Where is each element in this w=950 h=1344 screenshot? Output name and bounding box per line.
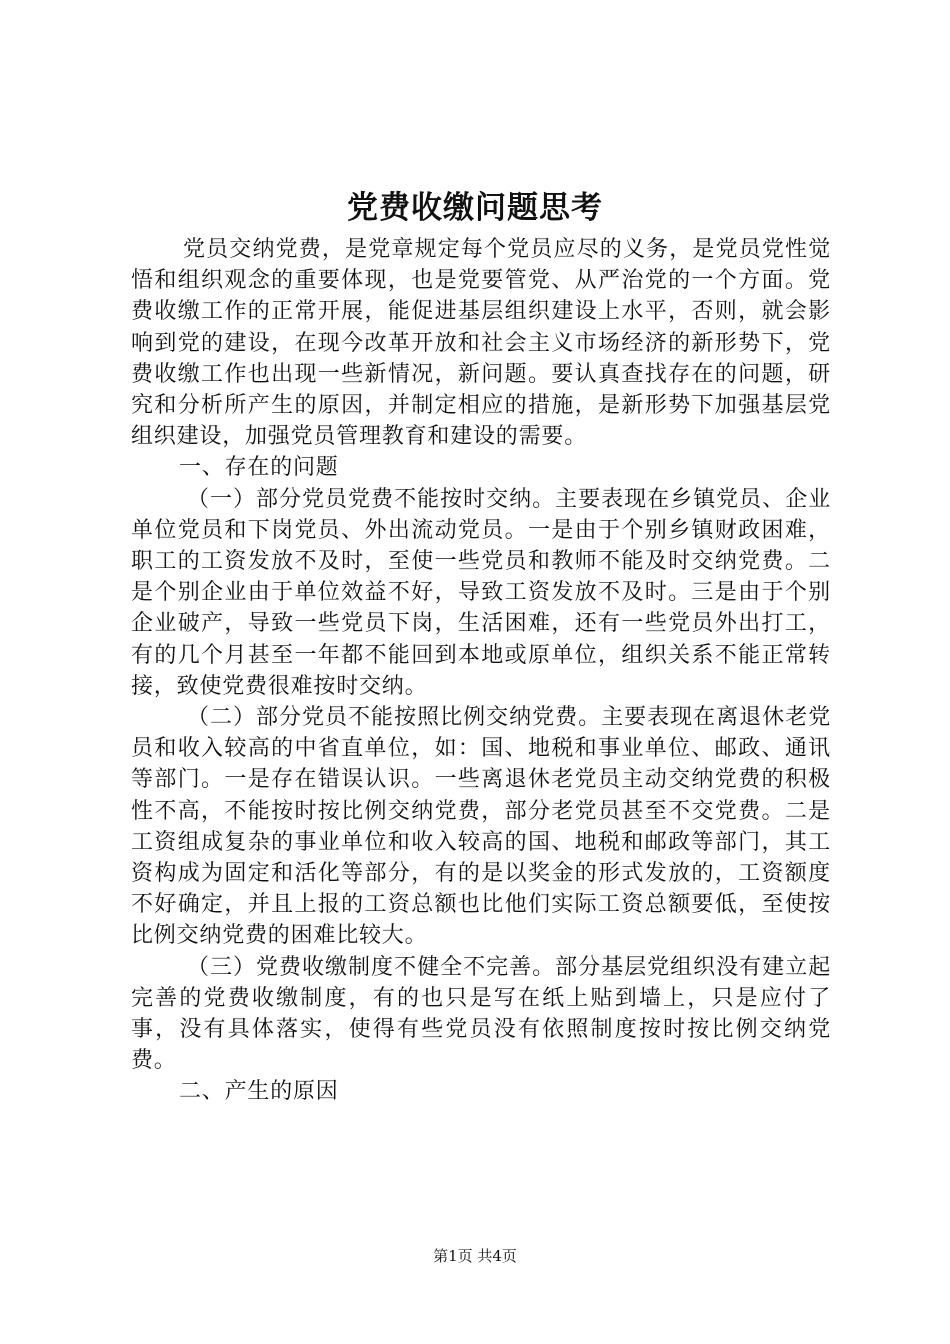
page-number-footer: 第1页 共4页 <box>433 1247 517 1265</box>
section-heading-problems: 一、存在的问题 <box>179 455 339 481</box>
subsection-paragraph-3: （三）党费收缴制度不健全不完善。部分基层党组织没有建立起完善的党费收缴制度，有的也只是写在纸上贴到墙上，只是应付了事，没有具体落实，使得有些党员没有依照制度按时按比例交纳党费。 <box>131 954 831 1074</box>
section-heading-causes: 二、产生的原因 <box>179 1079 339 1105</box>
subsection-paragraph-1: （一）部分党员党费不能按时交纳。主要表现在乡镇党员、企业单位党员和下岗党员、外出流动党员。一是由于个别乡镇财政困难，职工的工资发放不及时，至使一些党员和教师不能及时交纳党费。二是个别企业由于单位效益不好，导致工资发放不及时。三是由于个别企业破产，导致一些党员下岗，生活困难，还有一些党员外出打工，有的几个月甚至一年都不能回到本地或原单位，组织关系不能正常转接，致使党费很难按时交纳。 <box>131 486 831 699</box>
intro-paragraph: 党员交纳党费，是党章规定每个党员应尽的义务，是党员党性觉悟和组织观念的重要体现，也是党要管党、从严治党的一个方面。党费收缴工作的正常开展，能促进基层组织建设上水平，否则，就会影响到党的建设，在现今改革开放和社会主义市场经济的新形势下，党费收缴工作也出现一些新情况，新问题。要认真查找存在的问题，研究和分析所产生的原因，并制定相应的措施，是新形势下加强基层党组织建设，加强党员管理教育和建设的需要。 <box>131 237 831 450</box>
subsection-paragraph-2: （二）部分党员不能按照比例交纳党费。主要表现在离退休老党员和收入较高的中省直单位，如：国、地税和事业单位、邮政、通讯等部门。一是存在错误认识。一些离退休老党员主动交纳党费的积极性不高，不能按时按比例交纳党费，部分老党员甚至不交党费。二是工资组成复杂的事业单位和收入较高的国、地税和邮政等部门，其工资构成为固定和活化等部分，有的是以奖金的形式发放的，工资额度不好确定，并且上报的工资总额也比他们实际工资总额要低，至使按比例交纳党费的困难比较大。 <box>131 705 831 949</box>
document-title: 党费收缴问题思考 <box>347 190 603 226</box>
document-body <box>131 234 831 1108</box>
